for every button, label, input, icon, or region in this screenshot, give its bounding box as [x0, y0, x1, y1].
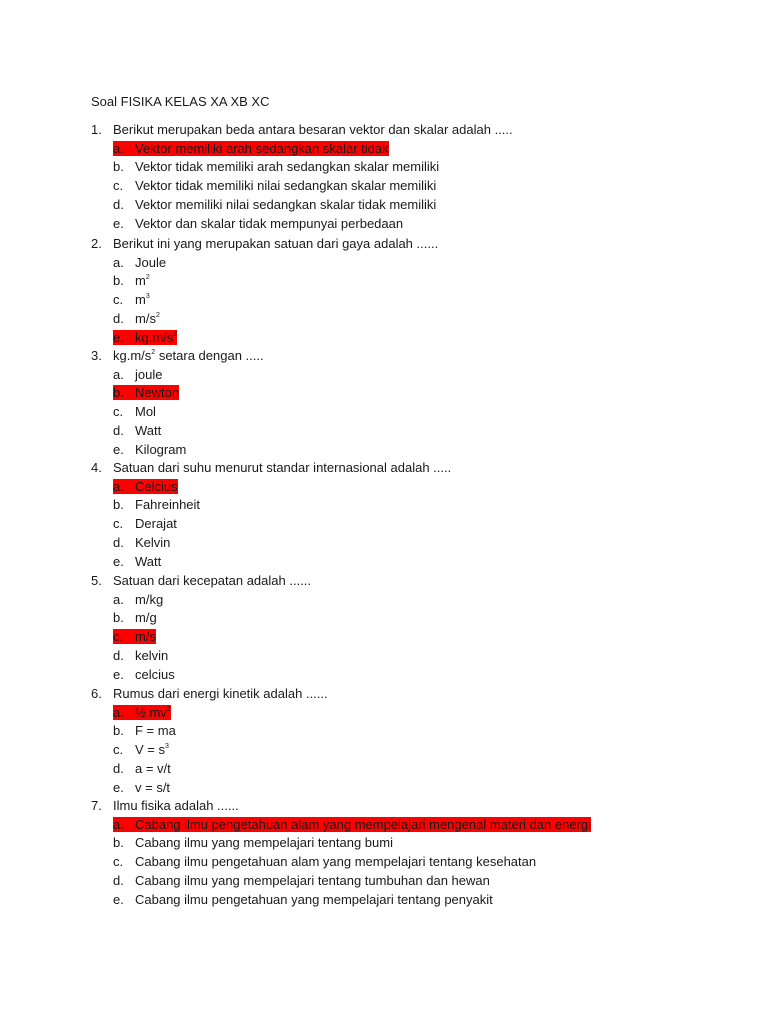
- answer-option: [113, 760, 171, 778]
- answer-option: [113, 534, 170, 552]
- answer-option: [113, 853, 536, 871]
- answer-option-content: [113, 216, 403, 231]
- option-text: Vektor dan skalar tidak mempunyai perbedaan: [135, 215, 404, 231]
- answer-option-content: [113, 592, 163, 607]
- option-text: m/kg: [135, 591, 164, 607]
- option-letter: b.: [113, 723, 124, 739]
- option-letter: c.: [113, 292, 124, 308]
- answer-option-content: [113, 648, 168, 663]
- option-letter: c.: [113, 516, 124, 532]
- option-superscript: 2: [145, 274, 150, 282]
- answer-option-content: [113, 311, 160, 326]
- option-text: Vektor memiliki nilai sedangkan skalar tidak memiliki: [135, 196, 437, 212]
- option-text: Watt: [135, 422, 162, 438]
- option-text: Joule: [135, 254, 167, 270]
- answer-option-content: [113, 273, 150, 288]
- document-title: Soal FISIKA KELAS XA XB XC: [91, 94, 270, 109]
- question-number: 2.: [91, 236, 102, 251]
- question-text: Satuan dari kecepatan adalah ......: [113, 573, 312, 588]
- question-number: 6.: [91, 686, 102, 701]
- option-text: Fahreinheit: [135, 497, 201, 513]
- option-letter: b.: [113, 273, 124, 289]
- option-letter: a.: [113, 591, 124, 607]
- answer-option-content: [113, 367, 162, 382]
- option-superscript: 3: [165, 743, 169, 751]
- option-letter: d.: [113, 534, 124, 550]
- question-1: [91, 121, 513, 139]
- option-text: Cabang ilmu pengetahuan alam yang mempelajari mengenal materi dan energi: [135, 816, 592, 832]
- answer-option: [113, 254, 166, 272]
- option-text: m: [135, 273, 146, 289]
- option-letter: e.: [113, 329, 124, 345]
- answer-option-content: [113, 835, 393, 850]
- question-number: 4.: [91, 460, 102, 475]
- option-text: Cabang ilmu pengetahuan alam yang mempelajari tentang kesehatan: [135, 854, 537, 870]
- answer-option-content: [113, 667, 175, 682]
- option-letter: b.: [113, 159, 124, 175]
- question-superscript: 2: [151, 349, 156, 356]
- question-5: [91, 572, 311, 590]
- option-letter: b.: [113, 610, 124, 626]
- option-letter: e.: [113, 553, 124, 569]
- option-superscript: 2: [173, 330, 178, 338]
- answer-option-highlighted: [113, 330, 177, 345]
- answer-option-content: [113, 178, 436, 193]
- answer-option: [113, 834, 393, 852]
- option-letter: c.: [113, 629, 124, 645]
- option-letter: d.: [113, 872, 124, 888]
- answer-option: [113, 422, 161, 440]
- answer-option: [113, 553, 161, 571]
- question-text: Berikut ini yang merupakan satuan dari gaya adalah ......: [113, 236, 439, 251]
- option-text: a = v/t: [135, 760, 171, 776]
- answer-option-highlighted: [113, 385, 179, 400]
- option-letter: d.: [113, 196, 124, 212]
- question-text-after: setara dengan .....: [155, 348, 264, 363]
- option-text: m/s: [135, 629, 156, 645]
- answer-option: [113, 741, 169, 759]
- option-text: Vektor memiliki arah sedangkan skalar tidak: [135, 140, 389, 156]
- option-letter: b.: [113, 497, 124, 513]
- option-text: Cabang ilmu yang mempelajari tentang tumbuhan dan hewan: [135, 872, 490, 888]
- answer-option-highlighted: [113, 629, 156, 644]
- answer-option-content: [113, 535, 170, 550]
- answer-option: [113, 196, 436, 214]
- answer-option: [113, 384, 179, 402]
- answer-option: [113, 177, 436, 195]
- option-letter: d.: [113, 310, 124, 326]
- option-text: Kilogram: [135, 441, 187, 457]
- answer-option-highlighted: [113, 141, 389, 156]
- answer-option: [113, 628, 156, 646]
- option-letter: e.: [113, 441, 124, 457]
- option-superscript: 3: [145, 293, 150, 301]
- answer-option: [113, 591, 163, 609]
- option-text: joule: [135, 366, 163, 382]
- option-superscript: 2: [166, 705, 171, 713]
- question-text: Berikut merupakan beda antara besaran vektor dan skalar adalah .....: [113, 122, 513, 137]
- answer-option: [113, 515, 177, 533]
- question-text: kg.m/s: [113, 348, 152, 363]
- answer-option: [113, 704, 171, 722]
- answer-option-highlighted: [113, 705, 171, 720]
- question-4: [91, 459, 451, 477]
- answer-option-content: [113, 197, 436, 212]
- answer-option: [113, 647, 168, 665]
- answer-option: [113, 478, 178, 496]
- answer-option-content: [113, 554, 161, 569]
- answer-option-content: [113, 742, 169, 757]
- option-text: V = s: [135, 742, 165, 758]
- option-text: Vektor tidak memiliki nilai sedangkan skalar memiliki: [135, 178, 437, 194]
- option-text: Derajat: [135, 516, 177, 532]
- answer-option-content: [113, 255, 166, 270]
- option-letter: c.: [113, 742, 124, 758]
- option-text: celcius: [135, 666, 175, 682]
- option-text: Cabang ilmu pengetahuan yang mempelajari tentang penyakit: [135, 891, 493, 907]
- answer-option: [113, 158, 439, 176]
- option-letter: c.: [113, 404, 124, 420]
- option-letter: e.: [113, 779, 124, 795]
- answer-option: [113, 329, 177, 347]
- option-text: m/g: [135, 610, 157, 626]
- option-letter: d.: [113, 422, 124, 438]
- answer-option-content: [113, 723, 176, 738]
- answer-option: [113, 310, 160, 328]
- answer-option-content: [113, 404, 156, 419]
- answer-option: [113, 872, 490, 890]
- answer-option-content: [113, 292, 150, 307]
- option-text: Mol: [135, 404, 156, 420]
- answer-option-content: [113, 854, 536, 869]
- option-letter: e.: [113, 666, 124, 682]
- option-text: kg.m/s: [135, 329, 174, 345]
- answer-option-highlighted: [113, 817, 591, 832]
- option-letter: b.: [113, 385, 124, 401]
- answer-option: [113, 140, 389, 158]
- option-letter: a.: [113, 478, 124, 494]
- question-2: [91, 235, 438, 253]
- option-letter: a.: [113, 816, 124, 832]
- option-letter: c.: [113, 854, 124, 870]
- option-text: Watt: [135, 553, 162, 569]
- answer-option: [113, 891, 493, 909]
- option-letter: a.: [113, 704, 124, 720]
- option-letter: c.: [113, 178, 124, 194]
- answer-option: [113, 722, 176, 740]
- answer-option-content: [113, 892, 493, 907]
- option-text: m/s: [135, 310, 156, 326]
- option-letter: a.: [113, 254, 124, 270]
- option-superscript: 2: [155, 311, 160, 319]
- question-6: [91, 685, 328, 703]
- question-text: Satuan dari suhu menurut standar internasional adalah .....: [113, 460, 452, 475]
- answer-option: [113, 609, 157, 627]
- answer-option: [113, 291, 150, 309]
- answer-option-content: [113, 159, 439, 174]
- option-letter: a.: [113, 366, 124, 382]
- question-3: [91, 347, 264, 365]
- answer-option: [113, 666, 175, 684]
- answer-option: [113, 403, 156, 421]
- answer-option-content: [113, 516, 177, 531]
- option-text: v = s/t: [135, 779, 171, 795]
- option-letter: a.: [113, 140, 124, 156]
- option-letter: d.: [113, 647, 124, 663]
- option-letter: b.: [113, 835, 124, 851]
- answer-option-content: [113, 610, 157, 625]
- option-text: ½ mv: [135, 704, 167, 720]
- question-7: [91, 797, 239, 815]
- option-text: Newton: [135, 385, 180, 401]
- answer-option: [113, 215, 403, 233]
- question-text: Ilmu fisika adalah ......: [113, 798, 239, 813]
- answer-option: [113, 366, 162, 384]
- option-text: Celcius: [135, 478, 178, 494]
- answer-option: [113, 816, 591, 834]
- answer-option-content: [113, 442, 186, 457]
- question-number: 5.: [91, 573, 102, 588]
- answer-option-content: [113, 873, 490, 888]
- answer-option: [113, 496, 200, 514]
- option-letter: e.: [113, 215, 124, 231]
- answer-option-highlighted: [113, 479, 178, 494]
- option-letter: d.: [113, 760, 124, 776]
- option-text: Kelvin: [135, 534, 171, 550]
- option-text: m: [135, 292, 146, 308]
- answer-option-content: [113, 761, 171, 776]
- question-number: 3.: [91, 348, 102, 363]
- question-number: 7.: [91, 798, 102, 813]
- answer-option: [113, 779, 170, 797]
- answer-option-content: [113, 423, 161, 438]
- option-text: Vektor tidak memiliki arah sedangkan skalar memiliki: [135, 159, 440, 175]
- option-letter: e.: [113, 891, 124, 907]
- answer-option-content: [113, 497, 200, 512]
- question-text: Rumus dari energi kinetik adalah ......: [113, 686, 328, 701]
- answer-option-content: [113, 780, 170, 795]
- question-number: 1.: [91, 122, 102, 137]
- answer-option: [113, 272, 150, 290]
- option-text: kelvin: [135, 647, 169, 663]
- option-text: F = ma: [135, 723, 176, 739]
- answer-option: [113, 441, 186, 459]
- option-text: Cabang ilmu yang mempelajari tentang bumi: [135, 835, 393, 851]
